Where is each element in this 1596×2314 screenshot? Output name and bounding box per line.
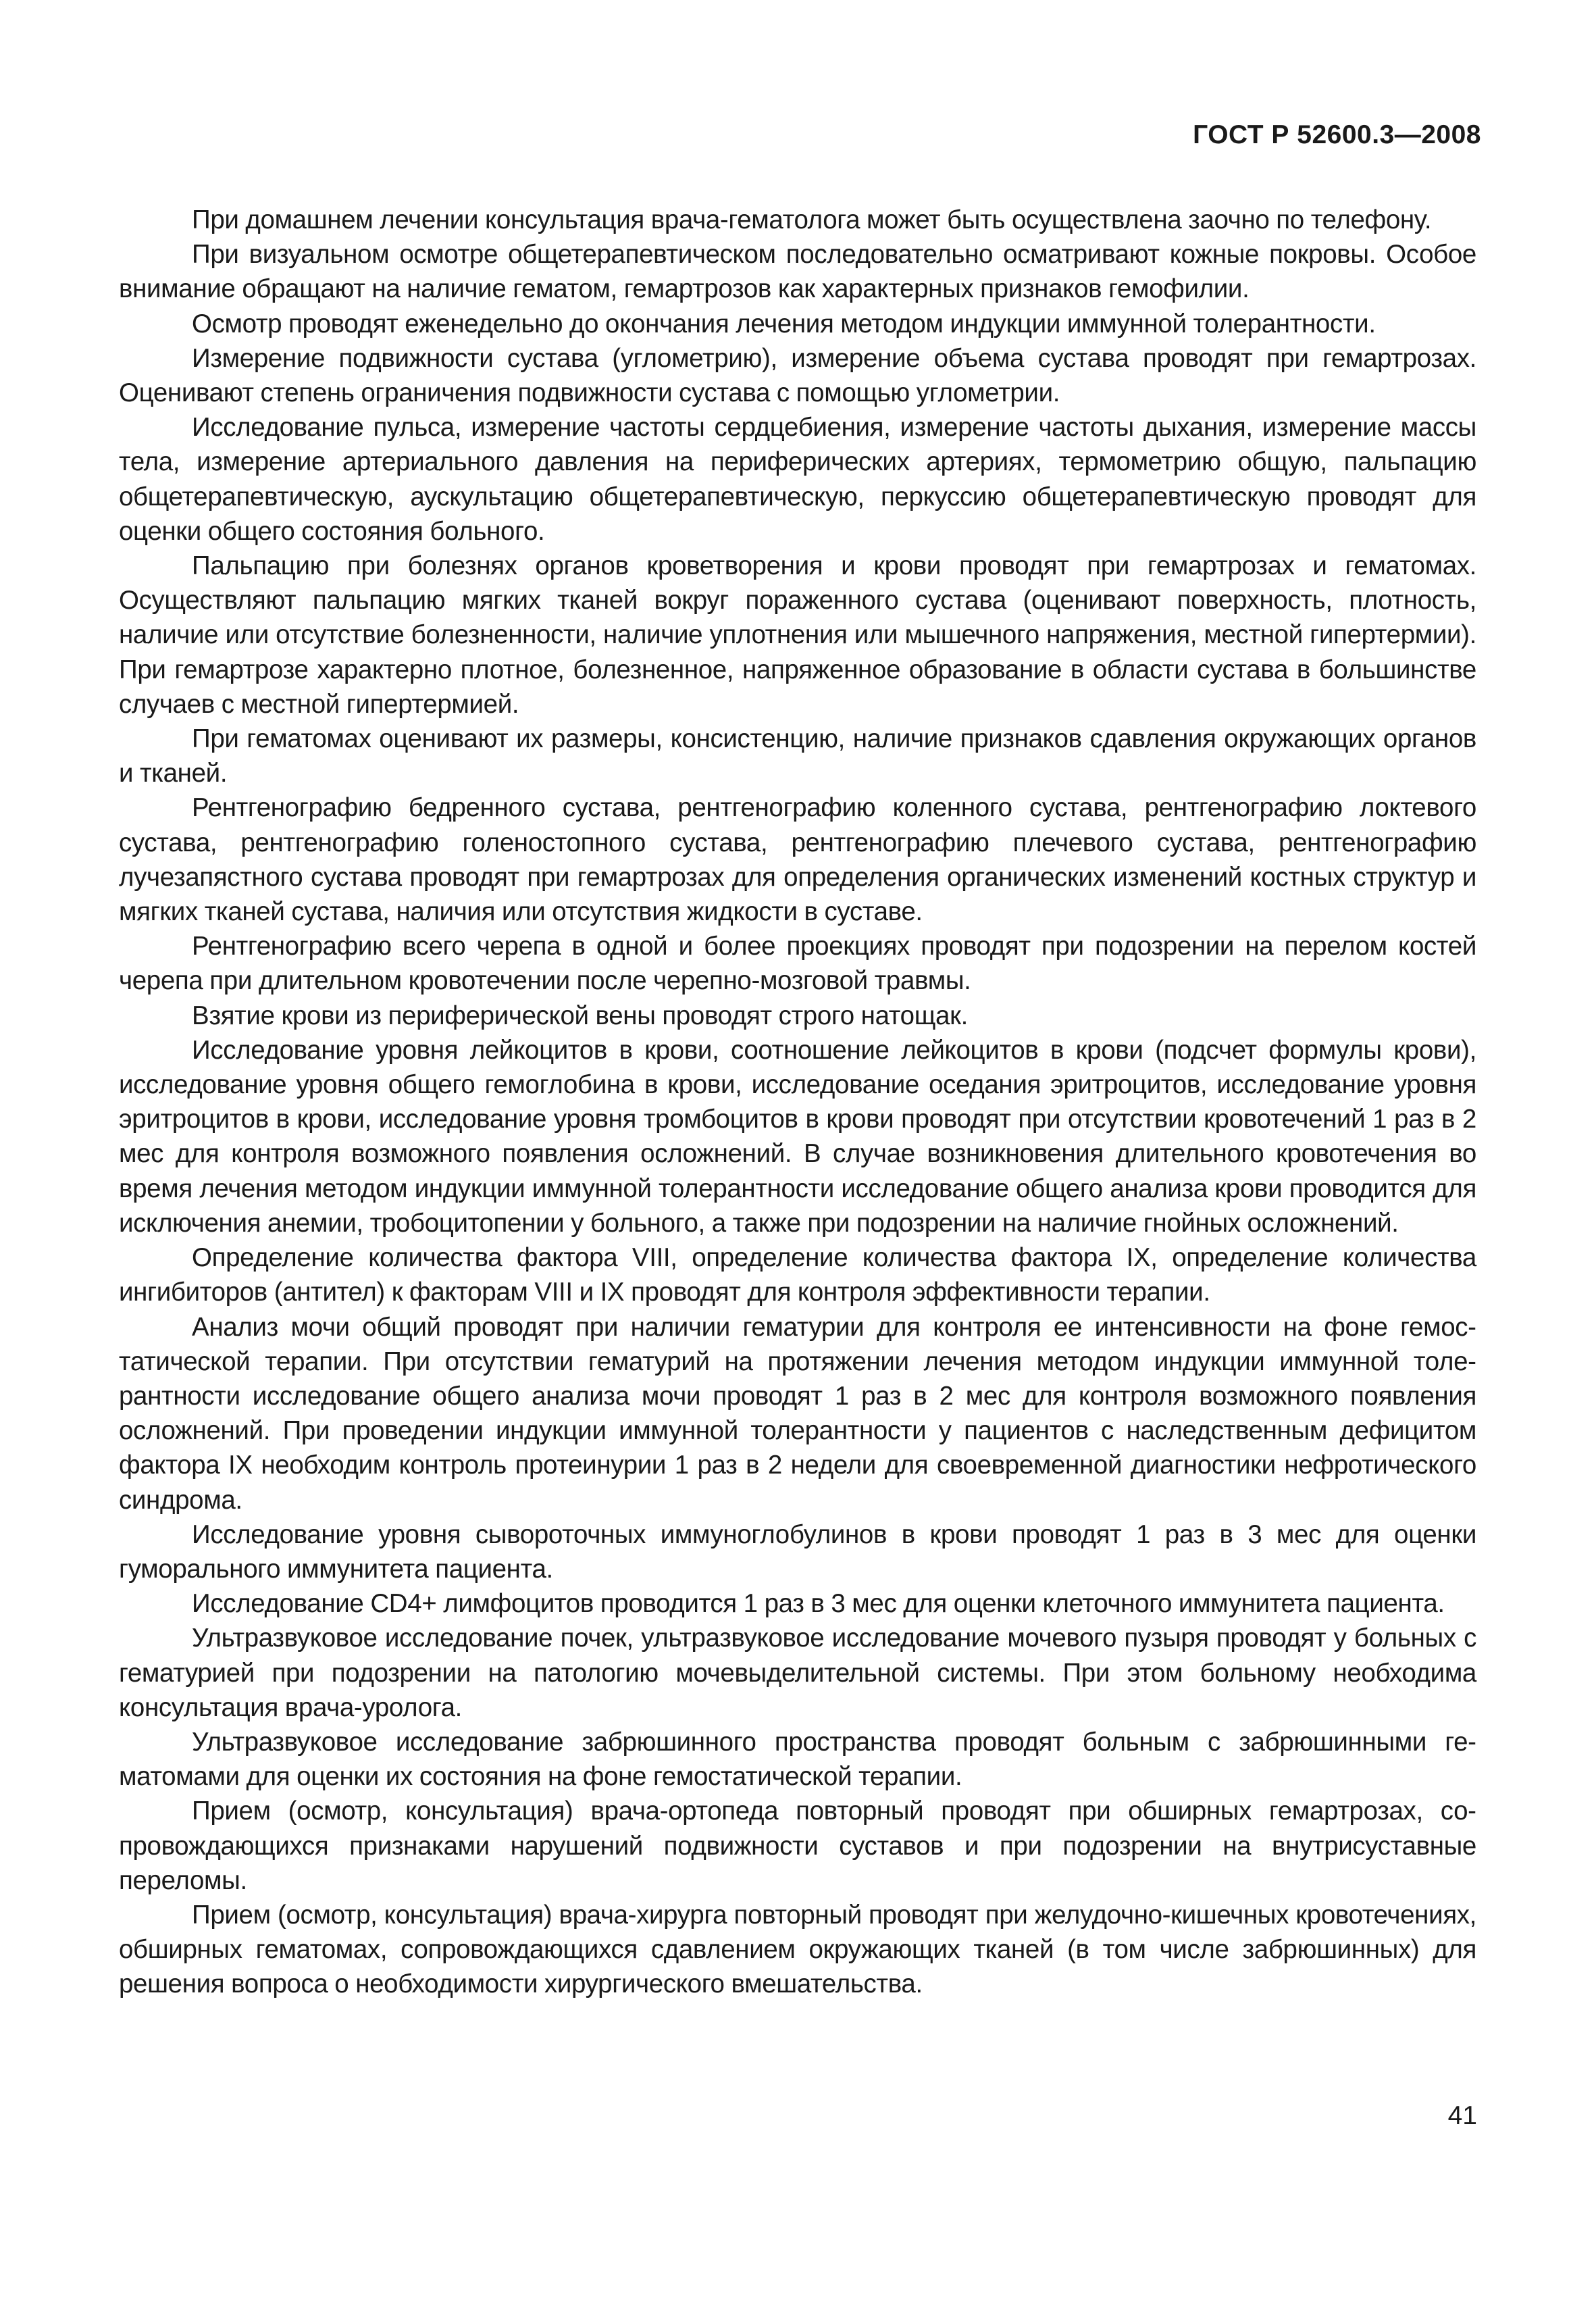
- paragraph: Исследование уровня лейкоцитов в крови, соотношение лейкоцитов в крови (подсчет формулы крови), исследование уровня общего гемоглобина в крови, исследование оседания эритроцитов, исследование уровня эритроцитов в крови, исследование уровня тромбоцитов в крови проводят при отсутствии кровотечений 1 раз в 2 мес для контроля возможного появления осложнений. В случае возникновения длительного кровотечения во время лечения методом индукции иммунной толерантности исследование общего анализа крови проводится для исключения анемии, тробоцитопении у больного, а также при подозрении на наличие гнойных осложнений.: [119, 1035, 1476, 1238]
- paragraph: Осмотр проводят еженедельно до окончания лечения методом индукции иммунной толерантности.: [192, 309, 1376, 338]
- paragraph: При домашнем лечении консультация врача-гематолога может быть осуществлена заочно по телефону.: [192, 205, 1432, 234]
- paragraph: Взятие крови из периферической вены проводят строго натощак.: [192, 1001, 968, 1030]
- paragraph: При визуальном осмотре общетерапевтическом последовательно осматривают кожные покровы. Особое внимание обращают на наличие гематом, гемартрозов как характерных признаков гемофилии.: [119, 240, 1476, 304]
- paragraph: Исследование пульса, измерение частоты сердцебиения, измерение частоты дыхания, измерение массы тела, измерение артериального давления на периферических артериях, термометрию общую, пальпацию общетерапевтическую, аускультацию общетерапевтическую, перкуссию общетерапевтическую проводят для оценки общего состояния больного.: [119, 413, 1476, 546]
- document-code-header: ГОСТ Р 52600.3—2008: [1193, 120, 1481, 149]
- page-number: 41: [1447, 2101, 1477, 2130]
- paragraph: Ультразвуковое исследование почек, ультразвуковое исследование мочевого пузыря проводят у больных с гематурией при подозрении на патологию мочевыделительной системы. При этом больному необходима консультация врача-уролога.: [119, 1624, 1476, 1722]
- paragraph: Пальпацию при болезнях органов кроветворения и крови проводят при гемартрозах и гематомах. Осуществляют пальпацию мягких тканей вокруг пораженного сустава (оценивают поверхность, плотность, наличие или отсутствие болезненности, наличие уплотнения или мышечного напряжения, местной гипертермии). При гемартрозе характерно плотное, болезненное, напряженное образование в области сустава в большинстве случаев с местной гипертермией.: [119, 551, 1476, 719]
- paragraph: Ультразвуковое исследование забрюшинного пространства проводят больным с забрюшинными гематомами для оценки их состояния на фоне гемостатической терапии.: [119, 1727, 1476, 1792]
- paragraph: Рентгенографию бедренного сустава, рентгенографию коленного сустава, рентгенографию локтевого сустава, рентгенографию голеностопного сустава, рентгенографию плечевого сустава, рентгенографию лучезапястного сустава проводят при гемартрозах для определения органических изменений костных структур и мягких тканей сустава, наличия или отсутствия жидкости в суставе.: [119, 793, 1476, 927]
- paragraph: Измерение подвижности сустава (углометрию), измерение объема сустава проводят при гемартрозах. Оценивают степень ограничения подвижности сустава с помощью углометрии.: [119, 343, 1476, 408]
- paragraph: Прием (осмотр, консультация) врача-хирурга повторный проводят при желудочно-кишечных кровотечениях, обширных гематомах, сопровождающихся сдавлением окружающих тканей (в том числе забрюшинных) для решения вопроса о необходимости хирургического вмешательства.: [119, 1900, 1476, 1999]
- body-text: [119, 203, 1476, 2002]
- paragraph: Анализ мочи общий проводят при наличии гематурии для контроля ее интенсивности на фоне гемостатической терапии. При отсутствии гематурий на протяжении лечения методом индукции иммунной толерантности исследование общего анализа мочи проводят 1 раз в 2 мес для контроля возможного появления осложнений. При проведении индукции иммунной толерантности у пациентов с наследственным дефицитом фактора IX необходим контроль протеинурии 1 раз в 2 недели для своевременной диагностики нефротического синдрома.: [119, 1312, 1476, 1515]
- paragraph: Исследование CD4+ лимфоцитов проводится 1 раз в 3 мес для оценки клеточного иммунитета пациента.: [192, 1589, 1445, 1619]
- paragraph: Прием (осмотр, консультация) врача-ортопеда повторный проводят при обширных гемартрозах, сопровождающихся признаками нарушений подвижности суставов и при подозрении на внутрисуставные переломы.: [119, 1796, 1476, 1895]
- paragraph: Определение количества фактора VIII, определение количества фактора IX, определение количества ингибиторов (антител) к факторам VIII и IX проводят для контроля эффективности терапии.: [119, 1243, 1476, 1307]
- paragraph: При гематомах оценивают их размеры, консистенцию, наличие признаков сдавления окружающих органов и тканей.: [119, 724, 1476, 788]
- paragraph: Рентгенографию всего черепа в одной и более проекциях проводят при подозрении на перелом костей черепа при длительном кровотечении после черепно-мозговой травмы.: [119, 932, 1476, 996]
- paragraph: Исследование уровня сывороточных иммуноглобулинов в крови проводят 1 раз в 3 мес для оценки гуморального иммунитета пациента.: [119, 1519, 1476, 1584]
